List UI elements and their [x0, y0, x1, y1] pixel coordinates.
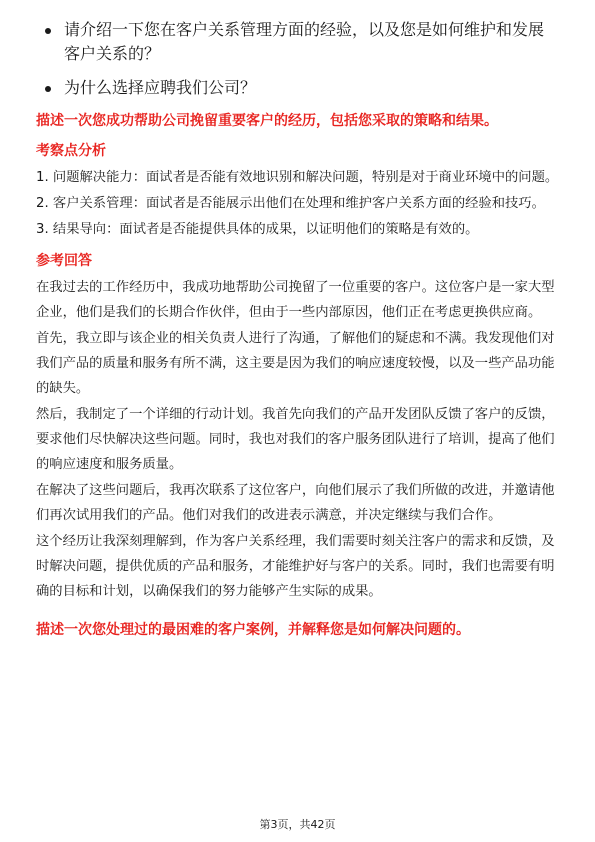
analysis-item: 2. 客户关系管理：面试者是否能展示出他们在处理和维护客户关系方面的经验和技巧。	[36, 196, 545, 211]
question-bullet-list	[36, 18, 559, 100]
answer-paragraph: 这个经历让我深刻理解到，作为客户关系经理，我们需要时刻关注客户的需求和反馈，及时解决问题，提供优质的产品和服务，才能维护好与客户的关系。同时，我们也需要有明确的目标和计划，以确保我们的努力能够产生实际的成果。	[36, 534, 555, 599]
answer-title: 参考回答	[36, 253, 92, 269]
bullet-item	[36, 76, 559, 100]
analysis-list	[36, 165, 559, 242]
answer-paragraph: 然后，我制定了一个详细的行动计划。我首先向我们的产品开发团队反馈了客户的反馈，要求他们尽快解决这些问题。同时，我也对我们的客户服务团队进行了培训，提高了他们的响应速度和服务质量。	[36, 407, 555, 472]
analysis-item: 1. 问题解决能力：面试者是否能有效地识别和解决问题，特别是对于商业环境中的问题。	[36, 170, 559, 185]
bullet-text: 请介绍一下您在客户关系管理方面的经验，以及您是如何维护和发展客户关系的？	[64, 20, 545, 63]
answer-body	[36, 275, 559, 604]
bullet-dot-icon	[45, 28, 51, 34]
question-heading: 描述一次您处理过的最困难的客户案例，并解释您是如何解决问题的。	[36, 622, 470, 638]
answer-paragraph: 首先，我立即与该企业的相关负责人进行了沟通，了解他们的疑虑和不满。我发现他们对我们产品的质量和服务有所不满，这主要是因为我们的响应速度较慢，以及一些产品功能的缺失。	[36, 331, 555, 396]
bullet-text: 为什么选择应聘我们公司？	[64, 78, 257, 97]
analysis-title: 考察点分析	[36, 143, 106, 159]
question-heading: 描述一次您成功帮助公司挽留重要客户的经历，包括您采取的策略和结果。	[36, 113, 498, 129]
analysis-item: 3. 结果导向：面试者是否能提供具体的成果，以证明他们的策略是有效的。	[36, 222, 479, 237]
page-number-footer: 第3页，共42页	[259, 818, 336, 831]
answer-paragraph: 在我过去的工作经历中，我成功地帮助公司挽留了一位重要的客户。这位客户是一家大型企业，他们是我们的长期合作伙伴，但由于一些内部原因，他们正在考虑更换供应商。	[36, 280, 555, 320]
answer-paragraph: 在解决了这些问题后，我再次联系了这位客户，向他们展示了我们所做的改进，并邀请他们再次试用我们的产品。他们对我们的改进表示满意，并决定继续与我们合作。	[36, 483, 555, 523]
bullet-item	[36, 18, 559, 66]
bullet-dot-icon	[45, 86, 51, 92]
page-content	[36, 18, 559, 641]
